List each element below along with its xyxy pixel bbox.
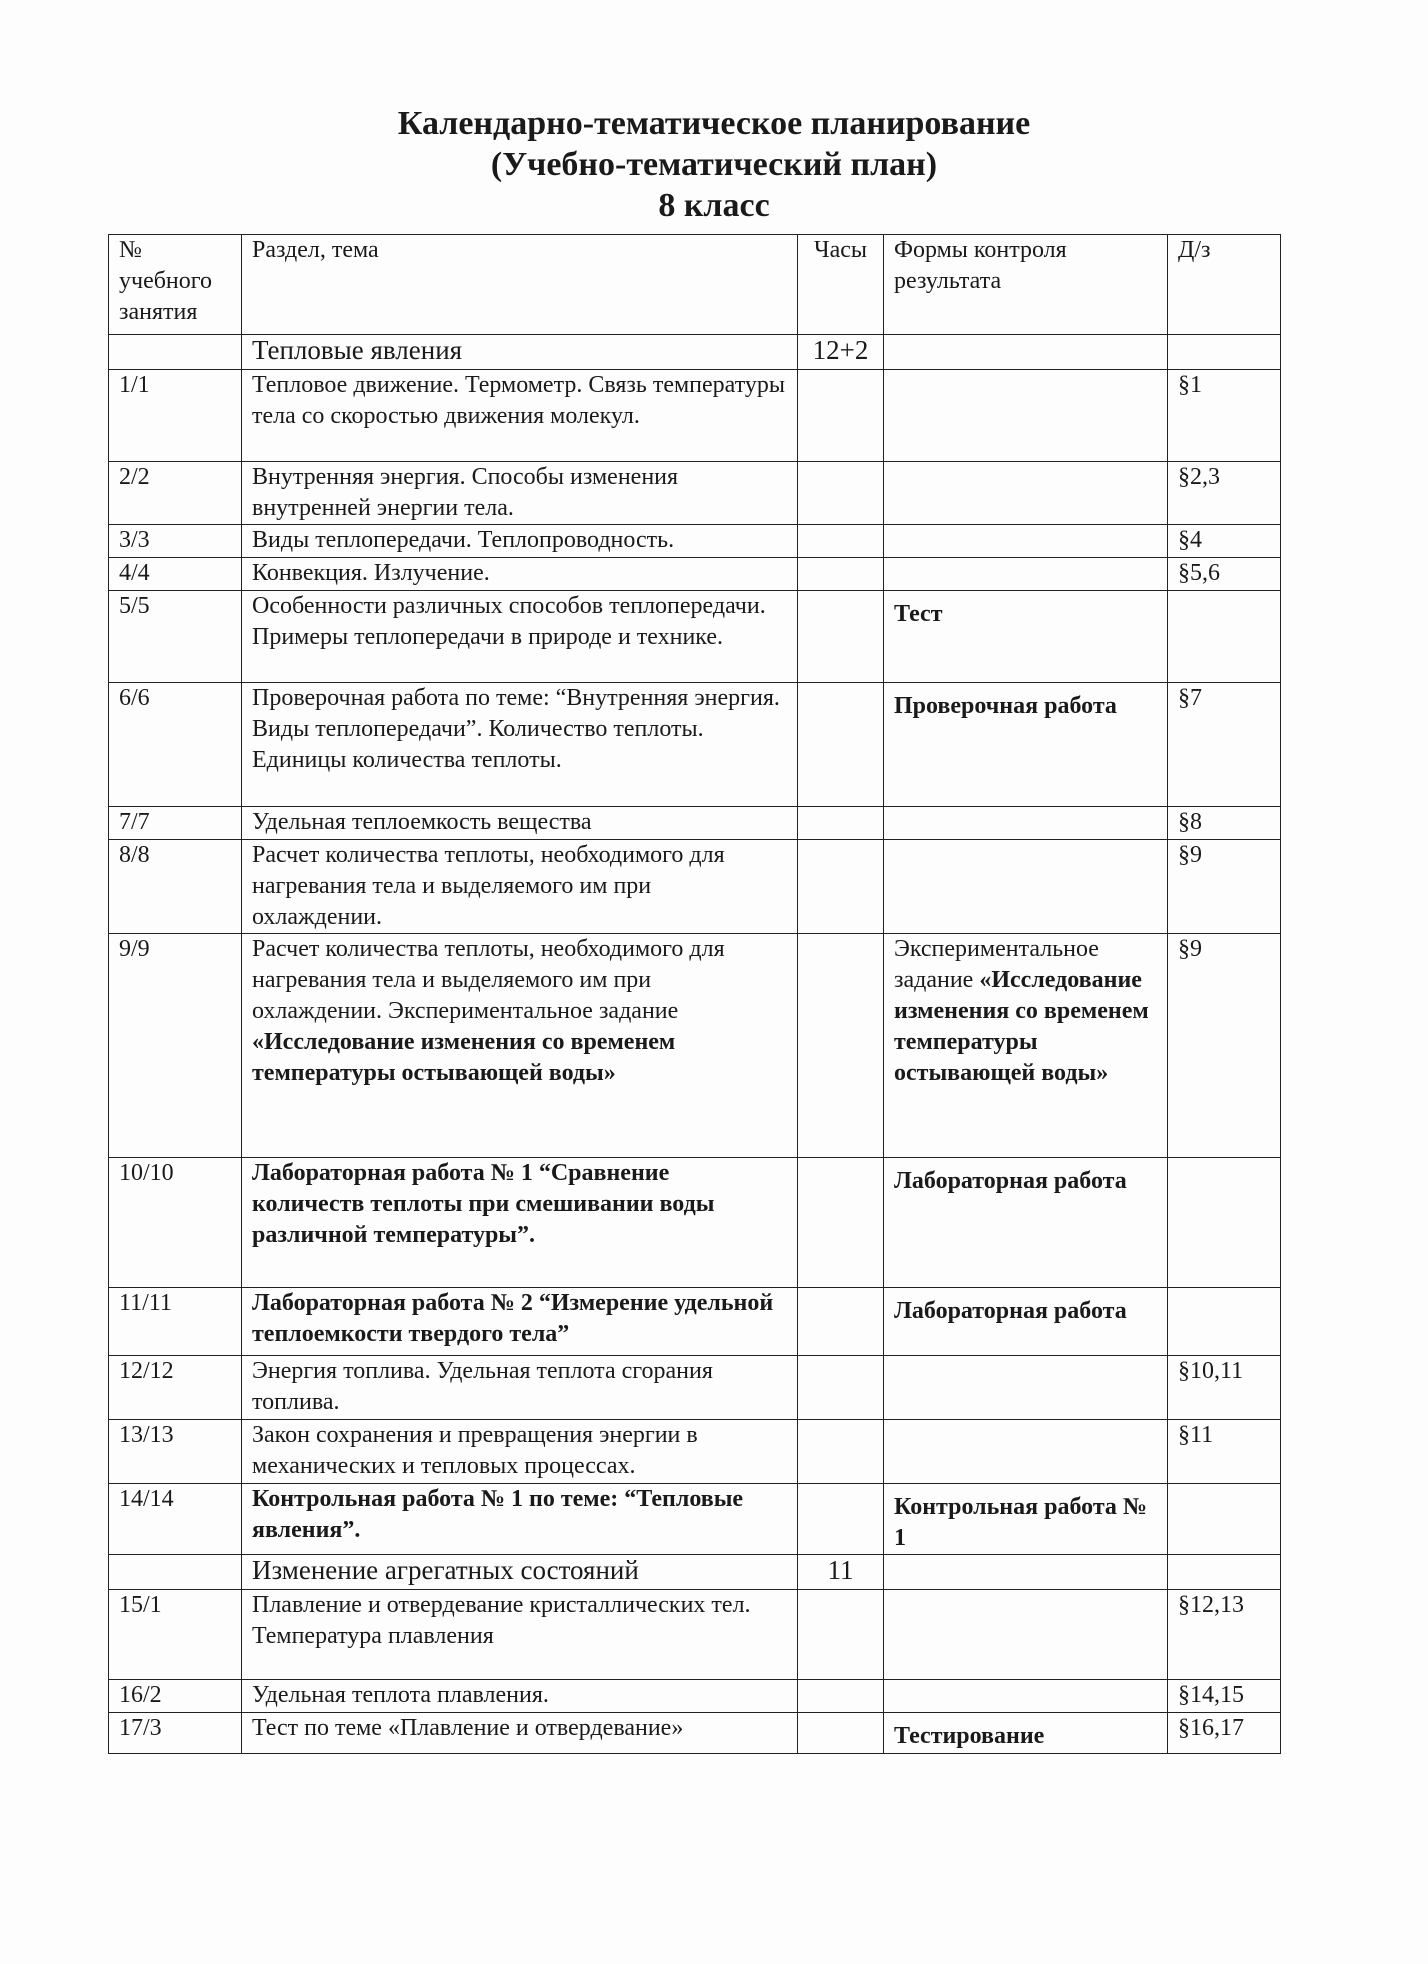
table-row [109, 558, 1281, 591]
topic-bold-text: Контрольная работа № 1 по теме: “Тепловые явления”. [252, 1486, 744, 1543]
control-form [884, 462, 1168, 525]
lesson-topic [242, 525, 798, 558]
table-row [109, 1484, 1281, 1555]
control-bold-text: Тест [894, 601, 943, 627]
table-row [109, 525, 1281, 558]
lesson-number: 13/13 [109, 1420, 242, 1484]
control-form [884, 807, 1168, 840]
lesson-topic [242, 1590, 798, 1680]
table-row [109, 462, 1281, 525]
lesson-number: 9/9 [109, 934, 242, 1158]
homework [1168, 1158, 1281, 1288]
section-hw-cell [1168, 335, 1281, 370]
control-form [884, 1590, 1168, 1680]
homework: §5,6 [1168, 558, 1281, 591]
lesson-number: 1/1 [109, 370, 242, 462]
topic-text: Тепловое движение. Термометр. Связь температуры тела со скоростью движения молекул. [252, 372, 786, 429]
table-row [109, 1356, 1281, 1420]
section-hw-cell [1168, 1555, 1281, 1590]
grade-line: 8 класс [658, 187, 770, 224]
control-form [884, 1484, 1168, 1555]
homework: §8 [1168, 807, 1281, 840]
control-form [884, 840, 1168, 934]
homework [1168, 1484, 1281, 1555]
lesson-hours [798, 1713, 884, 1754]
table-body [109, 335, 1281, 1754]
control-form [884, 934, 1168, 1158]
section-num-cell [109, 1555, 242, 1590]
control-form [884, 370, 1168, 462]
topic-text: Расчет количества теплоты, необходимого для нагревания тела и выделяемого им при охлаждении. Экспериментальное задание [252, 936, 725, 1024]
lesson-topic [242, 558, 798, 591]
topic-bold-text: «Исследование изменения со временем температуры остывающей воды» [252, 1029, 676, 1086]
table-row [109, 1420, 1281, 1484]
topic-text: Удельная теплоемкость вещества [252, 809, 592, 835]
header-control: Формы контроля результата [884, 235, 1168, 335]
lesson-hours [798, 683, 884, 807]
lesson-number: 2/2 [109, 462, 242, 525]
lesson-hours [798, 807, 884, 840]
homework: §9 [1168, 840, 1281, 934]
control-form [884, 683, 1168, 807]
header-homework: Д/з [1168, 235, 1281, 335]
table-row [109, 1680, 1281, 1713]
lesson-topic [242, 1158, 798, 1288]
homework: §10,11 [1168, 1356, 1281, 1420]
control-bold-text: Контрольная работа № 1 [894, 1494, 1148, 1551]
lesson-hours [798, 370, 884, 462]
table-row [109, 591, 1281, 683]
control-form [884, 525, 1168, 558]
lesson-topic [242, 1288, 798, 1356]
lesson-hours [798, 1420, 884, 1484]
lesson-number: 5/5 [109, 591, 242, 683]
section-row [109, 335, 1281, 370]
lesson-hours [798, 1158, 884, 1288]
topic-text: Виды теплопередачи. Теплопроводность. [252, 527, 675, 553]
topic-text: Плавление и отвердевание кристаллических тел. Температура плавления [252, 1592, 751, 1649]
lesson-hours [798, 1288, 884, 1356]
lesson-hours [798, 840, 884, 934]
lesson-topic [242, 934, 798, 1158]
control-form [884, 1356, 1168, 1420]
table-row [109, 1713, 1281, 1754]
topic-text: Расчет количества теплоты, необходимого для нагревания тела и выделяемого им при охлаждении. [252, 842, 725, 930]
homework: §12,13 [1168, 1590, 1281, 1680]
section-control-cell [884, 335, 1168, 370]
lesson-topic [242, 807, 798, 840]
table-row [109, 1590, 1281, 1680]
control-bold-text: Лабораторная работа [894, 1298, 1127, 1324]
title-line: Календарно-тематическое планирование [397, 105, 1031, 142]
lesson-topic [242, 370, 798, 462]
lesson-topic [242, 1484, 798, 1555]
homework: §7 [1168, 683, 1281, 807]
homework: §4 [1168, 525, 1281, 558]
lesson-hours [798, 525, 884, 558]
lesson-hours [798, 462, 884, 525]
lesson-number: 3/3 [109, 525, 242, 558]
section-control-cell [884, 1555, 1168, 1590]
lesson-number: 7/7 [109, 807, 242, 840]
lesson-hours [798, 934, 884, 1158]
lesson-number: 17/3 [109, 1713, 242, 1754]
lesson-topic [242, 1713, 798, 1754]
homework: §16,17 [1168, 1713, 1281, 1754]
section-title: Изменение агрегатных состояний [242, 1555, 798, 1590]
lesson-topic [242, 683, 798, 807]
table-row [109, 1158, 1281, 1288]
section-hours: 11 [798, 1555, 884, 1590]
lesson-topic [242, 840, 798, 934]
lesson-number: 14/14 [109, 1484, 242, 1555]
control-form [884, 1713, 1168, 1754]
control-form [884, 1420, 1168, 1484]
lesson-hours [798, 591, 884, 683]
table-row [109, 840, 1281, 934]
homework [1168, 591, 1281, 683]
control-form [884, 591, 1168, 683]
lesson-number: 8/8 [109, 840, 242, 934]
lesson-hours [798, 1484, 884, 1555]
control-text: Экспериментальное задание [894, 936, 1099, 993]
header-topic: Раздел, тема [242, 235, 798, 335]
header-hours: Часы [798, 235, 884, 335]
page-title [0, 103, 1428, 226]
lesson-number: 12/12 [109, 1356, 242, 1420]
lesson-number: 15/1 [109, 1590, 242, 1680]
topic-text: Удельная теплота плавления. [252, 1682, 549, 1708]
header-number: № учебного занятия [109, 235, 242, 335]
subtitle-line: (Учебно-тематический план) [490, 146, 938, 183]
lesson-number: 16/2 [109, 1680, 242, 1713]
topic-text: Особенности различных способов теплопередачи. Примеры теплопередачи в природе и технике. [252, 593, 766, 650]
control-form [884, 558, 1168, 591]
lesson-topic [242, 462, 798, 525]
lesson-number: 6/6 [109, 683, 242, 807]
lesson-hours [798, 1590, 884, 1680]
lesson-hours [798, 1356, 884, 1420]
section-num-cell [109, 335, 242, 370]
lesson-topic [242, 1420, 798, 1484]
control-bold-text: Лабораторная работа [894, 1168, 1127, 1194]
homework: §9 [1168, 934, 1281, 1158]
lesson-topic [242, 1680, 798, 1713]
topic-text: Конвекция. Излучение. [252, 560, 490, 586]
table-row [109, 370, 1281, 462]
lesson-hours [798, 558, 884, 591]
lesson-number: 11/11 [109, 1288, 242, 1356]
homework: §1 [1168, 370, 1281, 462]
control-form [884, 1288, 1168, 1356]
lesson-hours [798, 1680, 884, 1713]
lesson-topic [242, 591, 798, 683]
table-row [109, 1288, 1281, 1356]
section-row [109, 1555, 1281, 1590]
homework: §14,15 [1168, 1680, 1281, 1713]
topic-text: Внутренняя энергия. Способы изменения внутренней энергии тела. [252, 464, 679, 521]
homework: §2,3 [1168, 462, 1281, 525]
topic-text: Закон сохранения и превращения энергии в механических и тепловых процессах. [252, 1422, 698, 1479]
control-form [884, 1680, 1168, 1713]
topic-text: Проверочная работа по теме: “Внутренняя энергия. Виды теплопередачи”. Количество теплоты. Единицы количества теплоты. [252, 685, 780, 773]
control-bold-text: Тестирование [894, 1723, 1045, 1749]
homework: §11 [1168, 1420, 1281, 1484]
planning-table [108, 234, 1281, 1754]
section-hours: 12+2 [798, 335, 884, 370]
homework [1168, 1288, 1281, 1356]
control-bold-text: «Исследование изменения со временем температуры остывающей воды» [894, 967, 1149, 1086]
table-header-row [109, 235, 1281, 335]
table-row [109, 683, 1281, 807]
control-bold-text: Проверочная работа [894, 693, 1117, 719]
lesson-topic [242, 1356, 798, 1420]
section-title: Тепловые явления [242, 335, 798, 370]
topic-bold-text: Лабораторная работа № 2 “Измерение удельной теплоемкости твердого тела” [252, 1290, 774, 1347]
lesson-number: 4/4 [109, 558, 242, 591]
topic-text: Энергия топлива. Удельная теплота сгорания топлива. [252, 1358, 713, 1415]
lesson-number: 10/10 [109, 1158, 242, 1288]
control-form [884, 1158, 1168, 1288]
table-row [109, 934, 1281, 1158]
topic-bold-text: Лабораторная работа № 1 “Сравнение количеств теплоты при смешивании воды различной температуры”. [252, 1160, 715, 1248]
table-row [109, 807, 1281, 840]
topic-text: Тест по теме «Плавление и отвердевание» [252, 1715, 684, 1741]
